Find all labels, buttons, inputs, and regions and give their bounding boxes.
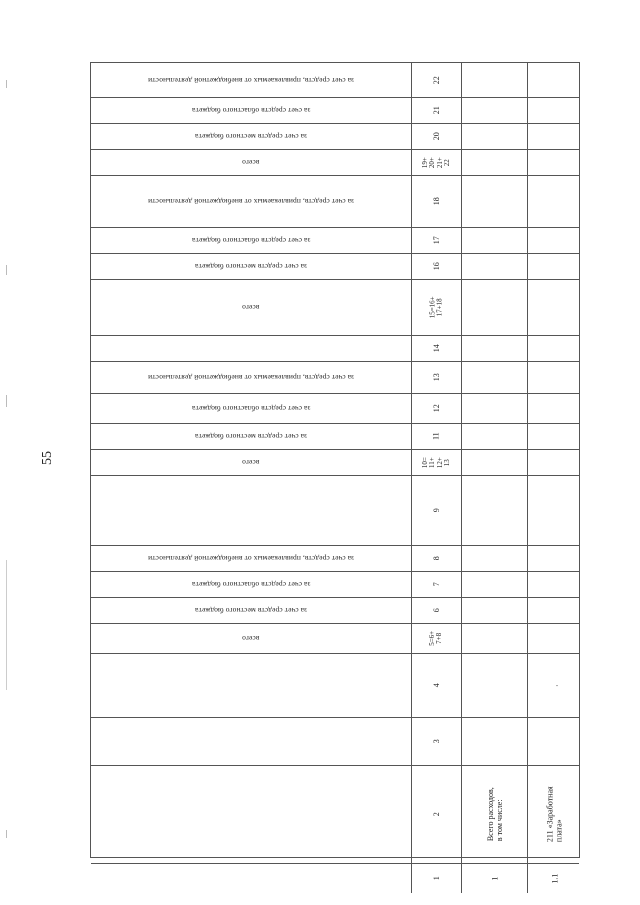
margin-mark	[6, 80, 7, 88]
value-cell	[527, 336, 581, 361]
value-cell	[527, 362, 581, 393]
column-number: 3	[431, 739, 441, 744]
value-cell	[527, 718, 581, 765]
row-label: за счет средств, привлекаемых от внебюджетной деятельности	[147, 554, 355, 563]
table-row	[91, 123, 579, 149]
table-row	[91, 253, 579, 279]
row-label-cell	[91, 450, 411, 475]
column-number-cell	[411, 864, 461, 893]
column-number: 6	[431, 608, 441, 613]
column-number-cell	[411, 546, 461, 571]
column-number-cell	[411, 254, 461, 279]
value-cell	[461, 654, 527, 717]
row-label: за счет средств местного бюджета	[194, 262, 308, 271]
value-cell	[461, 476, 527, 545]
row-label-cell	[91, 476, 411, 545]
value-cell	[461, 150, 527, 175]
row-label-cell	[91, 718, 411, 765]
value-cell	[527, 98, 581, 123]
column-number-cell	[411, 280, 461, 335]
row-label: за счет средств областного бюджета	[191, 236, 311, 245]
row-label: всего	[242, 303, 260, 312]
value-text: Всего расходов, в том числе:	[485, 787, 504, 842]
value-text: 211 «Заработная плата»	[545, 786, 564, 843]
row-label-cell	[91, 254, 411, 279]
value-cell	[461, 598, 527, 623]
column-number: 13	[431, 373, 441, 382]
row-label: за счет средств, привлекаемых от внебюджетной деятельности	[147, 197, 355, 206]
column-number-cell	[411, 98, 461, 123]
value-text: 1	[489, 876, 499, 881]
value-cell	[461, 124, 527, 149]
column-number: 10= 11+ 12+ 13	[420, 457, 451, 468]
value-cell	[461, 98, 527, 123]
row-label: всего	[242, 158, 260, 167]
column-number: 17	[431, 236, 441, 245]
table-row	[91, 765, 579, 863]
value-cell	[461, 624, 527, 653]
table-row	[91, 393, 579, 423]
row-label: за счет средств областного бюджета	[191, 580, 311, 589]
column-number-cell	[411, 598, 461, 623]
value-cell	[461, 718, 527, 765]
table-row	[91, 175, 579, 227]
value-cell	[527, 228, 581, 253]
value-cell	[527, 766, 581, 863]
value-cell	[461, 63, 527, 97]
table-row	[91, 449, 579, 475]
table-row	[91, 423, 579, 449]
value-cell	[527, 150, 581, 175]
table-row	[91, 227, 579, 253]
row-label-cell	[91, 624, 411, 653]
margin-mark	[6, 265, 7, 275]
column-number-cell	[411, 654, 461, 717]
value-cell	[527, 572, 581, 597]
value-cell	[461, 228, 527, 253]
column-number: 7	[431, 582, 441, 587]
column-number: 19+ 20+ 21+ 22	[420, 157, 451, 168]
row-label-cell	[91, 280, 411, 335]
row-label-cell	[91, 598, 411, 623]
column-number: 5=6+ 7+8	[428, 631, 444, 646]
value-text: .	[549, 684, 559, 687]
column-number: 12	[431, 404, 441, 413]
table-row	[91, 63, 579, 97]
column-number-cell	[411, 718, 461, 765]
value-cell	[527, 254, 581, 279]
row-label: за счет средств, привлекаемых от внебюджетной деятельности	[147, 75, 355, 85]
row-label: всего	[242, 634, 260, 643]
column-number: 11	[431, 432, 441, 441]
column-number-cell	[411, 124, 461, 149]
table-row	[91, 623, 579, 653]
column-number-cell	[411, 766, 461, 863]
column-number: 8	[431, 556, 441, 561]
value-cell	[527, 63, 581, 97]
value-cell	[461, 280, 527, 335]
row-label: за счет средств местного бюджета	[194, 432, 308, 441]
column-number-cell	[411, 572, 461, 597]
table-row	[91, 149, 579, 175]
row-label-cell	[91, 98, 411, 123]
table-row	[91, 361, 579, 393]
row-label-cell	[91, 336, 411, 361]
table-row	[91, 475, 579, 545]
column-number-cell	[411, 476, 461, 545]
margin-mark	[6, 560, 7, 690]
column-number: 2	[431, 812, 441, 817]
column-number: 21	[431, 106, 441, 115]
value-cell	[461, 424, 527, 449]
row-label: всего	[242, 458, 260, 467]
column-number-cell	[411, 150, 461, 175]
value-cell	[461, 450, 527, 475]
column-number: 16	[431, 262, 441, 271]
value-cell	[527, 394, 581, 423]
column-number-cell	[411, 424, 461, 449]
value-cell	[527, 424, 581, 449]
column-number: 20	[431, 132, 441, 141]
column-number: 14	[431, 344, 441, 353]
value-cell	[527, 864, 581, 893]
value-cell	[527, 176, 581, 227]
row-label-cell	[91, 572, 411, 597]
value-cell	[527, 598, 581, 623]
value-cell	[461, 362, 527, 393]
table-row	[91, 571, 579, 597]
row-label: за счет средств местного бюджета	[194, 606, 308, 615]
column-number: 18	[431, 197, 441, 206]
column-number: 15=16+ 17+18	[428, 296, 444, 319]
table-row	[91, 863, 579, 893]
column-number: 4	[431, 683, 441, 688]
column-number-cell	[411, 450, 461, 475]
table-row	[91, 653, 579, 717]
margin-mark	[6, 395, 7, 407]
row-label-cell	[91, 766, 411, 863]
value-cell	[527, 450, 581, 475]
value-cell	[461, 254, 527, 279]
value-cell	[527, 476, 581, 545]
row-label: за счет средств, привлекаемых от внебюджетной деятельности	[147, 373, 355, 382]
value-cell	[461, 766, 527, 863]
margin-mark	[6, 830, 7, 838]
row-label: за счет средств областного бюджета	[191, 404, 311, 413]
table-row	[91, 717, 579, 765]
column-number-cell	[411, 63, 461, 97]
value-cell	[527, 624, 581, 653]
row-label-cell	[91, 654, 411, 717]
value-text: 1.1	[549, 873, 559, 884]
value-cell	[461, 394, 527, 423]
row-label-cell	[91, 150, 411, 175]
page-number: 55	[40, 451, 55, 465]
value-cell	[527, 124, 581, 149]
value-cell	[461, 864, 527, 893]
row-label-cell	[91, 362, 411, 393]
value-cell	[461, 572, 527, 597]
value-cell	[461, 176, 527, 227]
column-number-cell	[411, 394, 461, 423]
value-cell	[527, 280, 581, 335]
row-label-cell	[91, 546, 411, 571]
value-cell	[461, 546, 527, 571]
row-label-cell	[91, 176, 411, 227]
row-label: за счет средств местного бюджета	[194, 132, 308, 141]
table-row	[91, 335, 579, 361]
column-number: 1	[431, 876, 441, 881]
column-number-cell	[411, 336, 461, 361]
row-label-cell	[91, 394, 411, 423]
column-number-cell	[411, 176, 461, 227]
row-label-cell	[91, 124, 411, 149]
column-number: 9	[431, 508, 441, 513]
column-number-cell	[411, 624, 461, 653]
row-label-cell	[91, 63, 411, 97]
column-number-cell	[411, 362, 461, 393]
table-row	[91, 597, 579, 623]
table-row	[91, 97, 579, 123]
row-label-cell	[91, 228, 411, 253]
table-row	[91, 279, 579, 335]
value-cell	[527, 654, 581, 717]
value-cell	[461, 336, 527, 361]
column-number-cell	[411, 228, 461, 253]
value-cell	[527, 546, 581, 571]
budget-table	[90, 62, 580, 884]
column-number: 22	[431, 75, 441, 84]
table-row	[91, 545, 579, 571]
row-label: за счет средств областного бюджета	[191, 106, 311, 115]
row-label-cell	[91, 424, 411, 449]
row-label-cell	[91, 864, 411, 893]
